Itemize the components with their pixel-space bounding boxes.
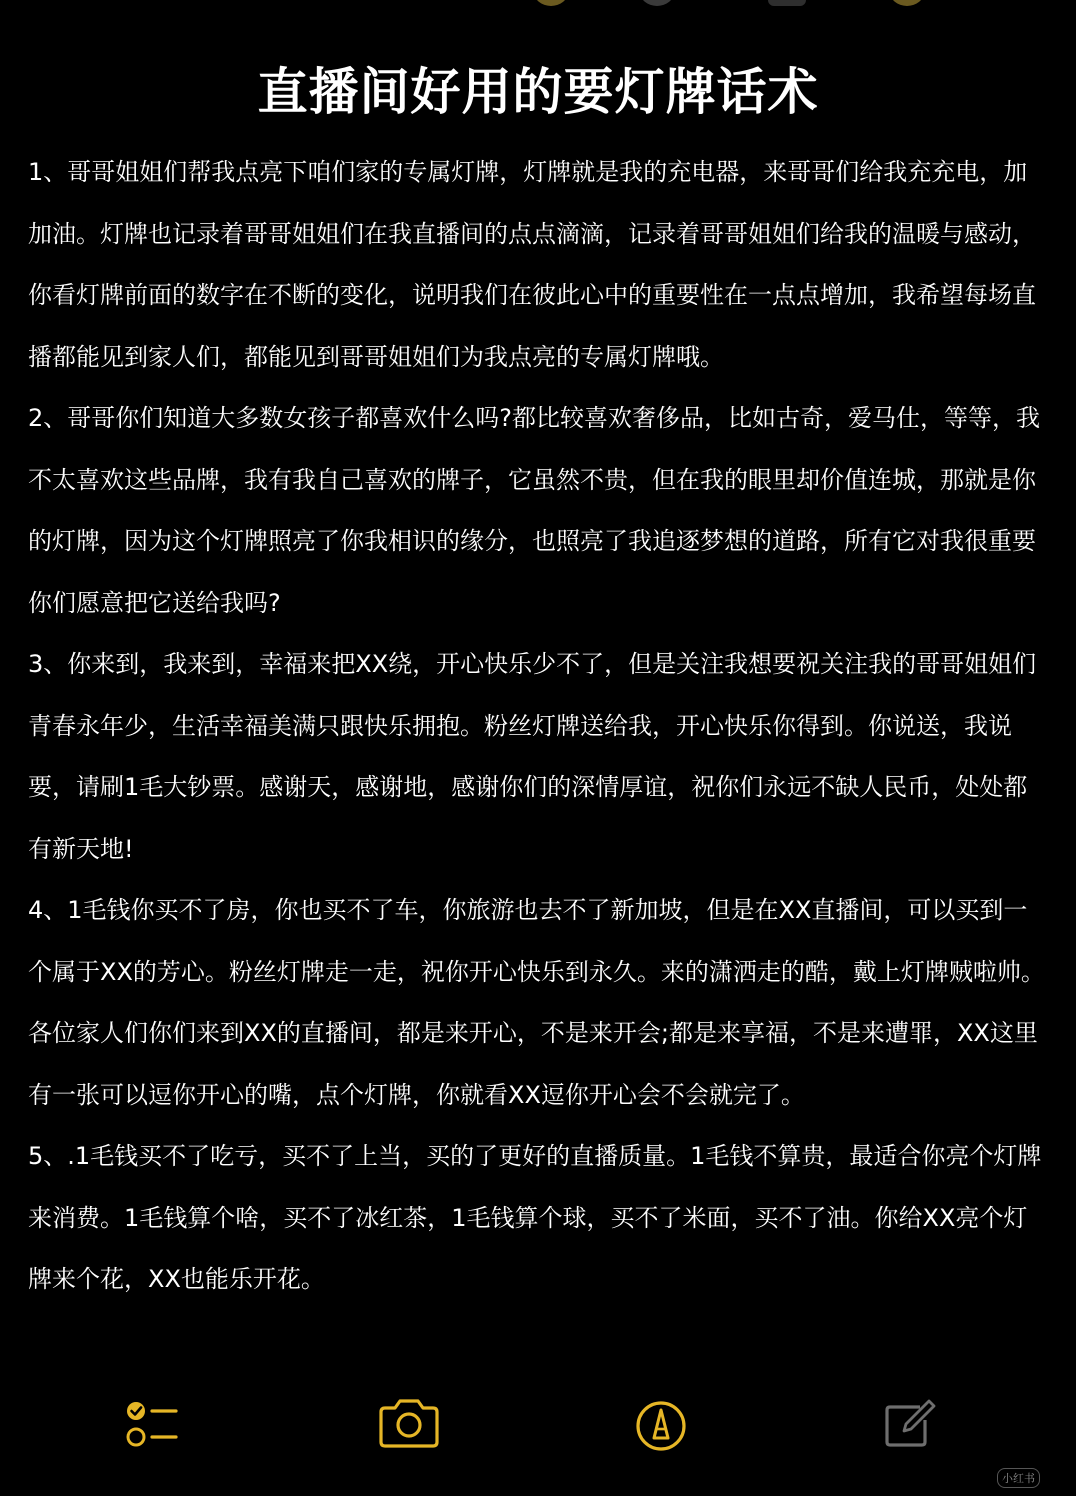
checklist-icon [118,1392,188,1456]
markup-icon [626,1392,696,1456]
note-paragraph-2[interactable]: 2、哥哥你们知道大多数女孩子都喜欢什么吗?都比较喜欢奢侈品，比如古奇，爱马仕，等等，我不太喜欢这些品牌，我有我自己喜欢的牌子，它虽然不贵，但在我的眼里却价值连城，那就是你的灯牌，因为这个灯牌照亮了你我相识的缘分，也照亮了我追逐梦想的道路，所有它对我很重要你们愿意把它送给我吗? [28,404,1041,617]
watermark: 小红书 [997,1468,1040,1488]
checklist-button[interactable] [118,1392,188,1456]
note-paragraph-1[interactable]: 1、哥哥姐姐们帮我点亮下咱们家的专属灯牌，灯牌就是我的充电器，来哥哥们给我充充电，加加油。灯牌也记录着哥哥姐姐们在我直播间的点点滴滴，记录着哥哥姐姐们给我的温暖与感动，你看灯牌前面的数字在不断的变化，说明我们在彼此心中的重要性在一点点增加，我希望每场直播都能见到家人们，都能见到哥哥姐姐们为我点亮的专属灯牌哦。 [28,158,1036,371]
compose-icon [876,1392,946,1456]
note-paragraph-5[interactable]: 5、.1毛钱买不了吃亏，买不了上当，买的了更好的直播质量。1毛钱不算贵，最适合你亮个灯牌来消费。1毛钱算个啥，买不了冰红茶，1毛钱算个球，买不了米面，买不了油。你给XX亮个灯牌来个花，XX也能乐开花。 [28,1142,1042,1293]
camera-icon [374,1392,444,1456]
note-paragraph-3[interactable]: 3、你来到，我来到，幸福来把XX绕，开心快乐少不了，但是关注我想要祝关注我的哥哥姐姐们青春永年少，生活幸福美满只跟快乐拥抱。粉丝灯牌送给我，开心快乐你得到。你说送，我说要，请刷1毛大钞票。感谢天，感谢地，感谢你们的深情厚谊，祝你们永远不缺人民币，处处都有新天地! [28,650,1037,863]
top-toolbar-button-peek [640,0,674,6]
top-toolbar-button-peek [534,0,568,6]
note-title[interactable]: 直播间好用的要灯牌话术 [257,63,819,121]
note-body[interactable] [28,142,1050,1311]
compose-button[interactable] [876,1392,946,1456]
top-toolbar-button-peek [768,0,806,6]
markup-button[interactable] [626,1392,696,1456]
note-paragraph-4[interactable]: 4、1毛钱你买不了房，你也买不了车，你旅游也去不了新加坡，但是在XX直播间，可以买到一个属于XX的芳心。粉丝灯牌走一走，祝你开心快乐到永久。来的潇洒走的酷，戴上灯牌贼啦帅。各位家人们你们来到XX的直播间，都是来开心，不是来开会;都是来享福，不是来遭罪，XX这里有一张可以逗你开心的嘴，点个灯牌，你就看XX逗你开心会不会就完了。 [28,896,1045,1109]
top-toolbar-button-peek [890,0,924,6]
camera-button[interactable] [374,1392,444,1456]
bottom-toolbar [0,1392,1076,1462]
